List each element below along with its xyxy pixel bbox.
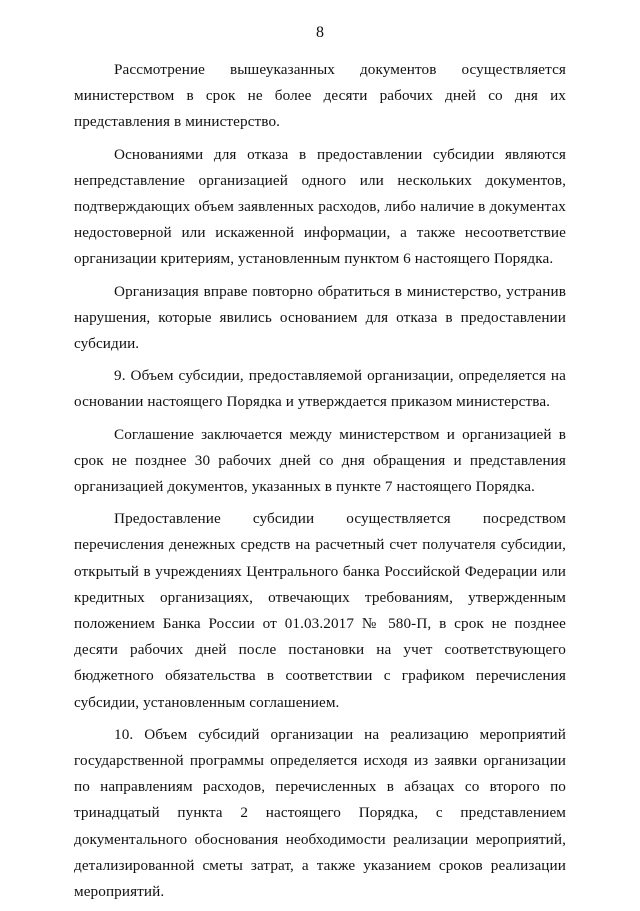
paragraph-subsidy-transfer: Предоставление субсидии осуществляется посредством перечисления денежных средств на расчетный счет получателя субсидии, открытый в учреждениях Центрального банка Российской Федерации или кредитных организациях, отвечающих требованиям, утвержденным положением Банка России от 01.03.2017 № 580-П, в срок не позднее десяти рабочих дней после постановки на учет соответствующего бюджетного обязательства в соответствии с графиком перечисления субсидии, установленным соглашением. [74,510,566,711]
paragraph-agreement: Соглашение заключается между министерством и организацией в срок не позднее 30 рабочих дней со дня обращения и представления организацией документов, указанных в пункте 7 настоящего Порядка. [74,425,566,496]
paragraph-item-9: 9. Объем субсидии, предоставляемой организации, определяется на основании настоящего Порядка и утверждается приказом министерства. [74,367,566,411]
page-number: 8 [316,24,324,41]
document-body [74,57,566,911]
paragraph-reapplication: Организация вправе повторно обратиться в министерство, устранив нарушения, которые явились основанием для отказа в предоставлении субсидии. [74,282,566,353]
paragraph-item-10: 10. Объем субсидий организации на реализацию мероприятий государственной программы определяется исходя из заявки организации по направлениям расходов, перечисленных в абзацах со второго по тринадцатый пункта 2 настоящего Порядка, с представлением документального обоснования необходимости реализации мероприятий, детализированной сметы затрат, а также указанием сроков реализации мероприятий. [74,725,566,901]
paragraph-refusal-grounds: Основаниями для отказа в предоставлении субсидии являются непредставление организацией одного или нескольких документов, подтверждающих объем заявленных расходов, либо наличие в документах недостоверной или искаженной информации, а также несоответствие организации критериям, установленным пунктом 6 настоящего Порядка. [74,145,566,268]
paragraph-review-period: Рассмотрение вышеуказанных документов осуществляется министерством в срок не более десяти рабочих дней со дня их представления в министерство. [74,61,566,131]
